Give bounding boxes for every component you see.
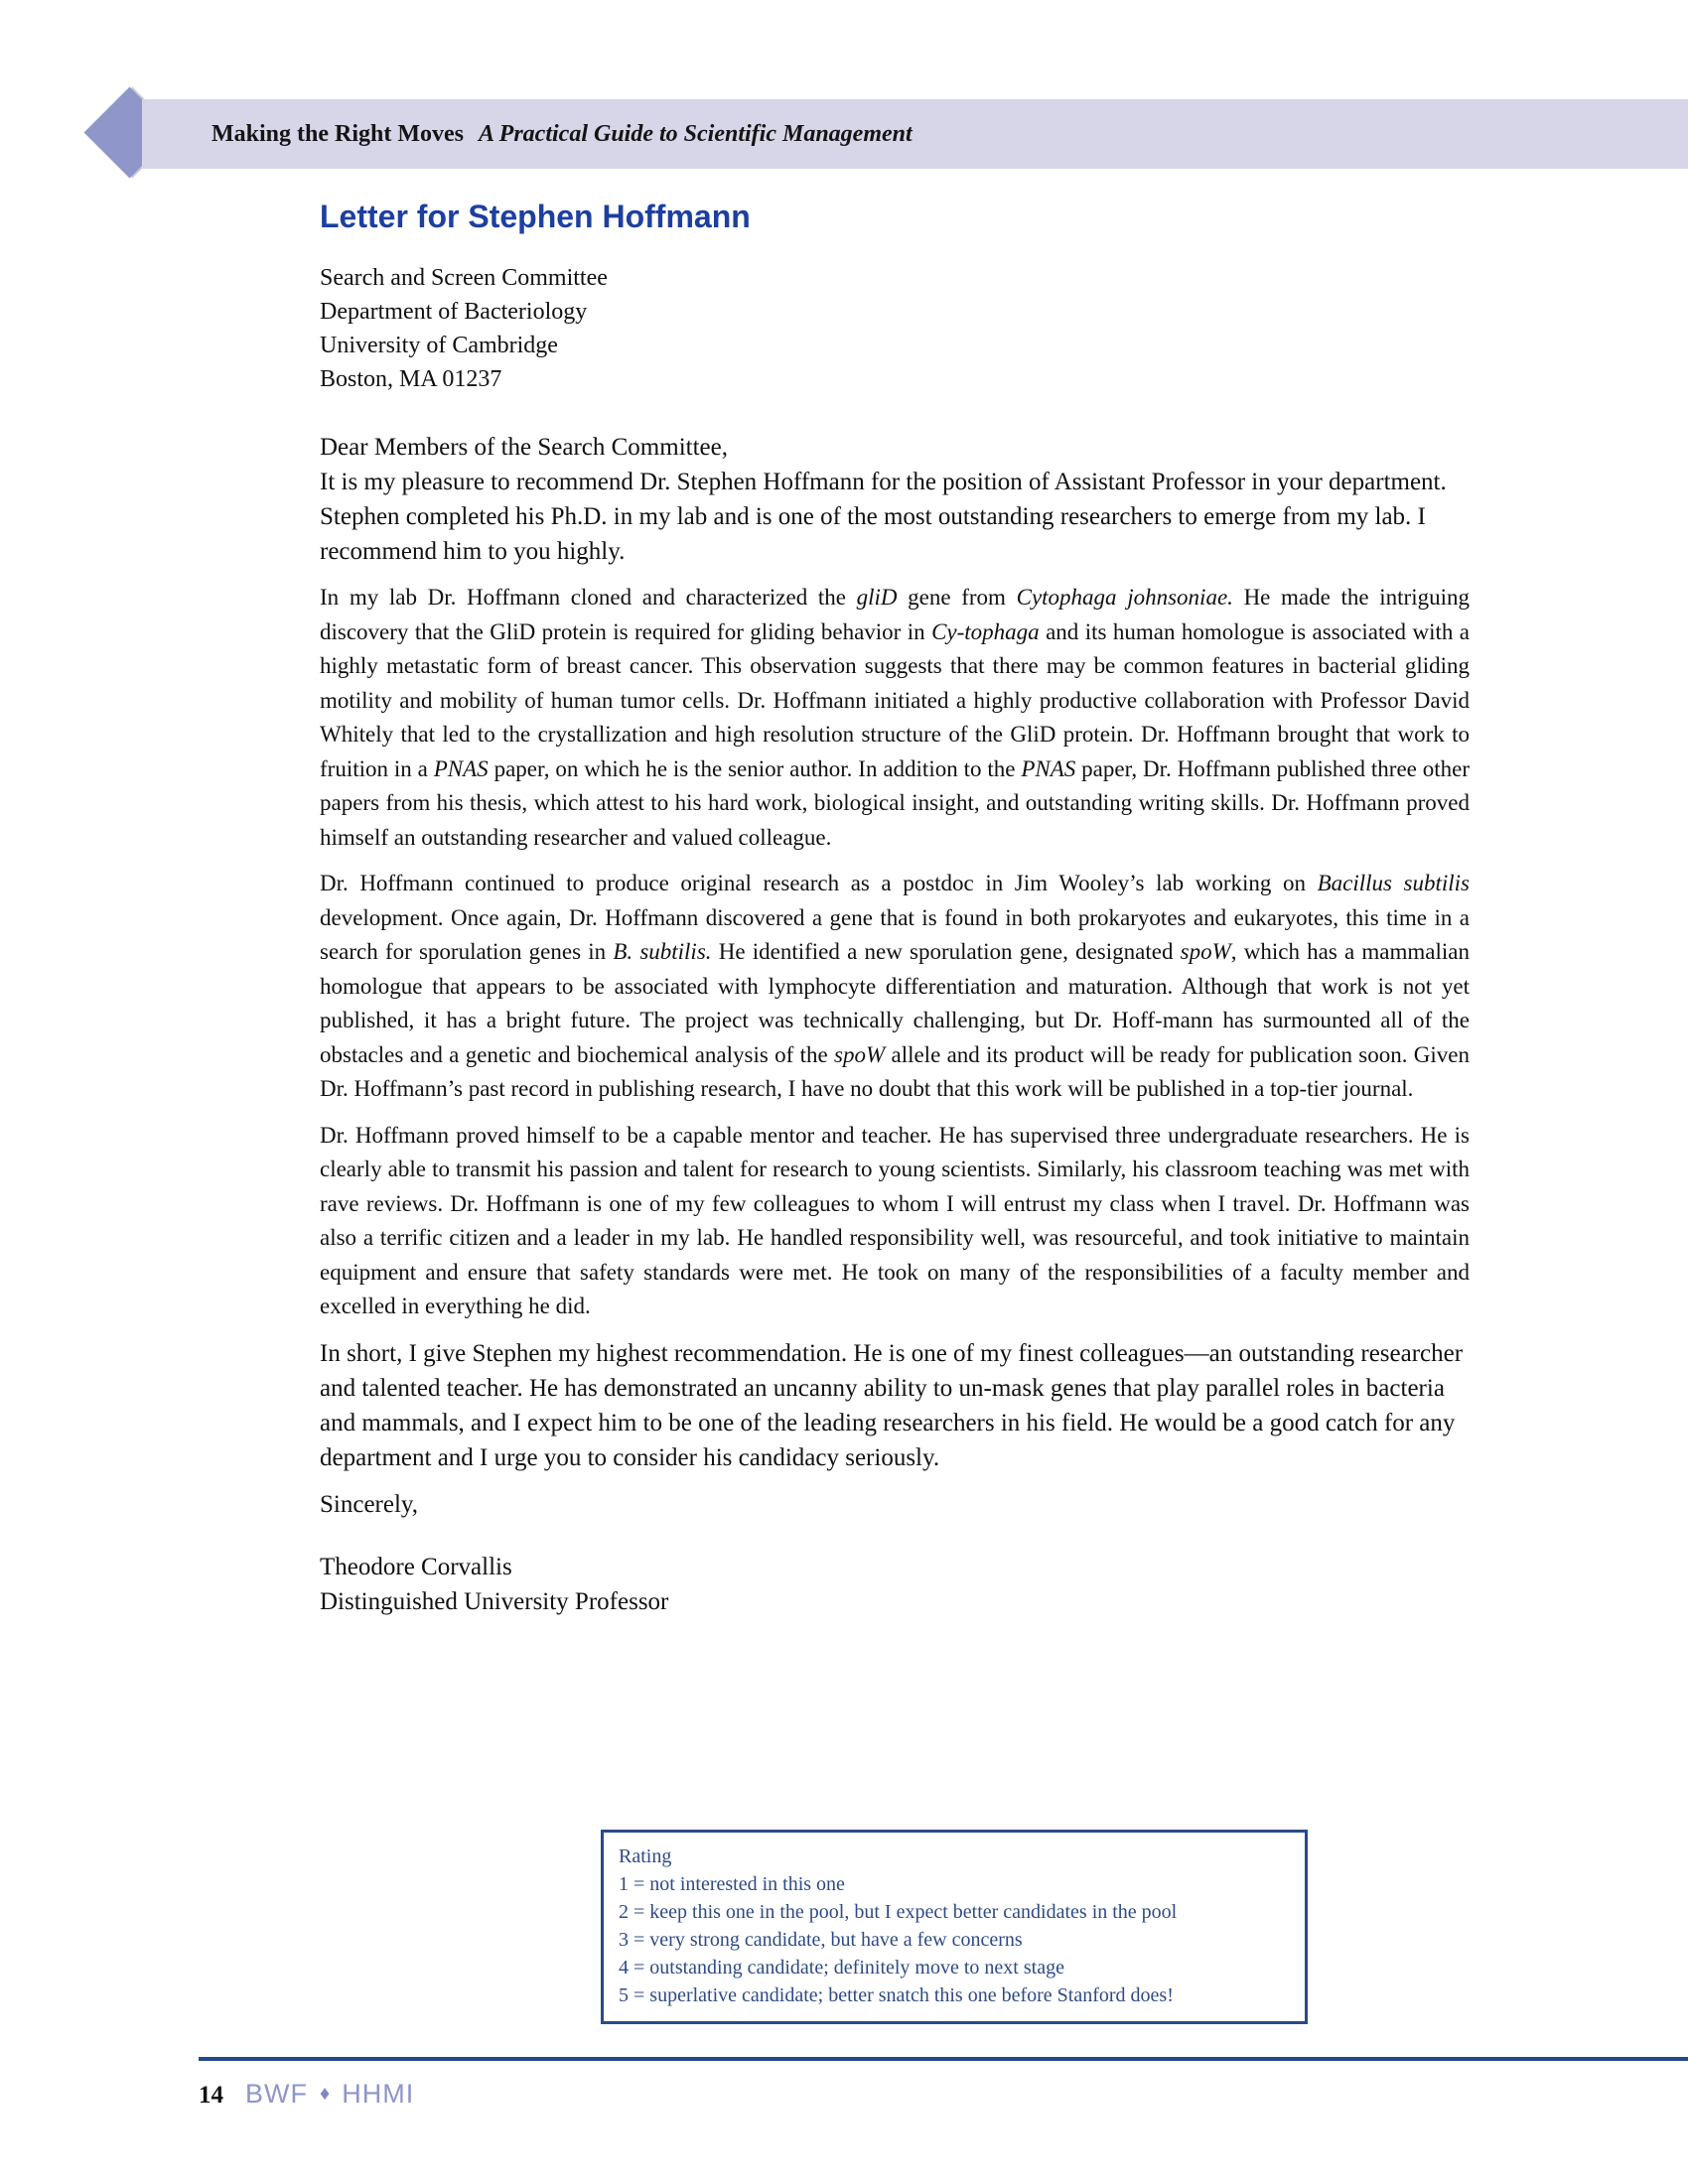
series-title: Making the Right Moves xyxy=(211,120,464,147)
address-line: University of Cambridge xyxy=(320,333,558,358)
letter-content xyxy=(320,199,1470,1619)
body-paragraph: Dr. Hoffmann proved himself to be a capable mentor and teacher. He has supervised three undergraduate researchers. He is clearly able to transmit his passion and talent for research to young scientists. Similarly, his classroom teaching was met with rave reviews. Dr. Hoffmann is one of my few colleagues to whom I will entrust my class when I travel. Dr. Hoffmann was also a terrific citizen and a leader in my lab. He handled responsibility well, was resourceful, and took initiative to maintain equipment and ensure that safety standards were met. He took on many of the responsibilities of a faculty member and excelled in everything he did. xyxy=(320,1122,1470,1318)
body-paragraph: In my lab Dr. Hoffmann cloned and characterized the gliD gene from Cytophaga johnsoniae. He made the intriguing discovery that the GliD protein is required for gliding behavior in Cy-tophaga and its human homologue is associated with a highly metastatic form of breast cancer. This observation suggests that there may be common features in bacterial gliding motility and mobility of human tumor cells. Dr. Hoffmann initiated a highly productive collaboration with Professor David Whitely that led to the crystallization and high resolution structure of the GliD protein. Dr. Hoffmann brought that work to fruition in a PNAS paper, on which he is the senior author. In addition to the PNAS paper, Dr. Hoffmann published three other papers from his thesis, which attest to his hard work, biological insight, and outstanding writing skills. Dr. Hoffmann proved himself an outstanding researcher and valued colleague. xyxy=(320,585,1470,850)
address-line: Department of Bacteriology xyxy=(320,299,588,325)
diamond-separator-icon: ♦ xyxy=(320,2083,331,2105)
footer-org-bwf: BWF xyxy=(245,2079,308,2109)
page-header-band xyxy=(142,99,1688,169)
rating-item: 1 = not interested in this one xyxy=(619,1873,845,1895)
signature-block xyxy=(320,1550,1470,1619)
rating-item: 4 = outstanding candidate; definitely move to next stage xyxy=(619,1957,1064,1979)
page-footer xyxy=(199,2079,414,2110)
signature-name: Theodore Corvallis xyxy=(320,1553,512,1580)
address-line: Boston, MA 01237 xyxy=(320,366,502,392)
address-line: Search and Screen Committee xyxy=(320,265,608,291)
rating-box-title: Rating xyxy=(619,1845,672,1867)
page-number: 14 xyxy=(199,2082,223,2109)
salutation: Dear Members of the Search Committee, xyxy=(320,434,728,461)
body-paragraph: Dr. Hoffmann continued to produce original research as a postdoc in Jim Wooley’s lab working on Bacillus subtilis development. Once again, Dr. Hoffmann discovered a gene that is found in both prokaryotes and eukaryotes, this time in a search for sporulation genes in B. subtilis. He identified a new sporulation gene, designated spoW, which has a mammalian homologue that appears to be associated with lymphocyte differentiation and maturation. Although that work is not yet published, it has a bright future. The project was technically challenging, but Dr. Hoff-mann has surmounted all of the obstacles and a genetic and biochemical analysis of the spoW allele and its product will be ready for publication soon. Given Dr. Hoffmann’s past record in publishing research, I have no doubt that this work will be published in a top-tier journal. xyxy=(320,871,1471,1101)
rating-scale-box xyxy=(601,1830,1308,2024)
recipient-address xyxy=(320,261,1470,396)
signoff: Sincerely, xyxy=(320,1490,419,1518)
closing-paragraph: In short, I give Stephen my highest recommendation. He is one of my finest colleagues—an outstanding researcher and talented teacher. He has demonstrated an uncanny ability to un-mask genes that play parallel roles in bacteria and mammals, and I expect him to be one of the leading researchers in his field. He would be a good catch for any department and I urge you to consider his candidacy seriously. xyxy=(320,1339,1464,1471)
running-header xyxy=(211,121,913,148)
series-subtitle: A Practical Guide to Scientific Management xyxy=(479,120,913,147)
rating-item: 2 = keep this one in the pool, but I expect better candidates in the pool xyxy=(619,1901,1178,1923)
signature-title: Distinguished University Professor xyxy=(320,1587,669,1615)
page-title: Letter for Stephen Hoffmann xyxy=(320,199,751,234)
rating-item: 5 = superlative candidate; better snatch this one before Stanford does! xyxy=(619,1984,1174,2006)
footer-org-hhmi: HHMI xyxy=(342,2079,415,2109)
rating-item: 3 = very strong candidate, but have a few concerns xyxy=(619,1929,1023,1951)
footer-rule xyxy=(199,2057,1688,2061)
opening-paragraph: It is my pleasure to recommend Dr. Stephen Hoffmann for the position of Assistant Professor in your department. Stephen completed his Ph.D. in my lab and is one of the most outstanding researchers to emerge from my lab. I recommend him to you highly. xyxy=(320,469,1447,565)
